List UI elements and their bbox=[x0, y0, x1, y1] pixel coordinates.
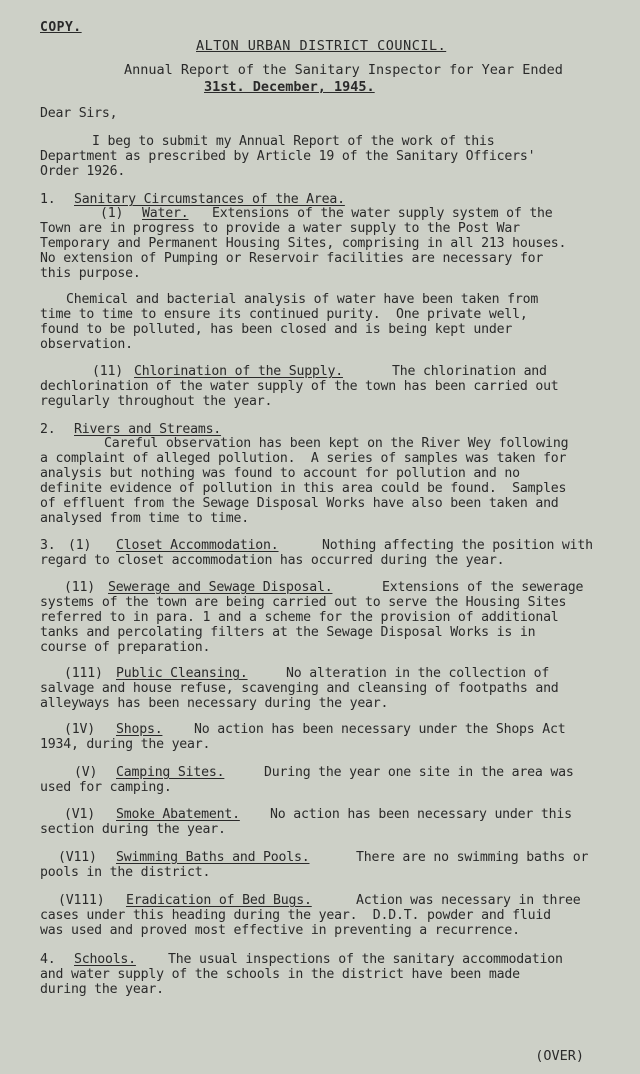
s3-ii-heading: Sewerage and Sewage Disposal. bbox=[108, 580, 333, 595]
s3-v-line: During the year one site in the area was bbox=[264, 765, 574, 780]
s1-i-line: Extensions of the water supply system of the bbox=[212, 206, 553, 221]
s2-line: of effluent from the Sewage Disposal Works have also been taken and bbox=[40, 496, 559, 511]
s1-ii-line: regularly throughout the year. bbox=[40, 394, 273, 409]
s4-line: The usual inspections of the sanitary accommodation bbox=[168, 952, 563, 967]
section-1-number: 1. bbox=[40, 192, 56, 207]
s2-line: analysed from time to time. bbox=[40, 511, 249, 526]
s3-iv-heading: Shops. bbox=[116, 722, 163, 737]
s3-viii-line: Action was necessary in three bbox=[356, 893, 581, 908]
s3-v-number: (V) bbox=[74, 765, 98, 780]
section-4-number: 4. bbox=[40, 952, 56, 967]
copy-label: COPY. bbox=[40, 20, 82, 35]
s3-viii-number: (V111) bbox=[58, 893, 105, 908]
s3-ii-line: systems of the town are being carried out to serve the Housing Sites bbox=[40, 595, 567, 610]
s3-ii-line: referred to in para. 1 and a scheme for the provision of additional bbox=[40, 610, 559, 625]
s3-vi-heading: Smoke Abatement. bbox=[116, 807, 240, 822]
s3-i-heading: Closet Accommodation. bbox=[116, 538, 279, 553]
s1-i-line: Town are in progress to provide a water supply to the Post War bbox=[40, 221, 520, 236]
s3-ii-line: course of preparation. bbox=[40, 640, 211, 655]
s3-iii-line: salvage and house refuse, scavenging and cleansing of footpaths and bbox=[40, 681, 559, 696]
s1-ii-line: dechlorination of the water supply of the town has been carried out bbox=[40, 379, 559, 394]
s4-line: during the year. bbox=[40, 982, 164, 997]
s1-chem-line: observation. bbox=[40, 337, 133, 352]
s1-i-line: this purpose. bbox=[40, 266, 141, 281]
s1-chem-line: time to time to ensure its continued purity. One private well, bbox=[40, 307, 528, 322]
s1-i-heading: Water. bbox=[142, 206, 189, 221]
s2-line: definite evidence of pollution in this area could be found. Samples bbox=[40, 481, 567, 496]
s2-line: analysis but nothing was found to account for pollution and no bbox=[40, 466, 520, 481]
s3-i-line: regard to closet accommodation has occurred during the year. bbox=[40, 553, 505, 568]
council-title: ALTON URBAN DISTRICT COUNCIL. bbox=[196, 38, 447, 54]
s3-iv-number: (1V) bbox=[64, 722, 95, 737]
s3-vii-line: pools in the district. bbox=[40, 865, 211, 880]
intro-line: Department as prescribed by Article 19 of the Sanitary Officers' bbox=[40, 149, 536, 164]
s3-vii-heading: Swimming Baths and Pools. bbox=[116, 850, 310, 865]
intro-line: Order 1926. bbox=[40, 164, 126, 179]
s3-iv-line: No action has been necessary under the Shops Act bbox=[194, 722, 566, 737]
s4-line: and water supply of the schools in the district have been made bbox=[40, 967, 520, 982]
s3-iii-heading: Public Cleansing. bbox=[116, 666, 248, 681]
salutation: Dear Sirs, bbox=[40, 106, 118, 121]
s3-viii-line: was used and proved most effective in preventing a recurrence. bbox=[40, 923, 520, 938]
s2-line: a complaint of alleged pollution. A series of samples was taken for bbox=[40, 451, 567, 466]
s3-i-number: (1) bbox=[68, 538, 92, 553]
s3-vii-number: (V11) bbox=[58, 850, 97, 865]
s3-iii-line: alleyways has been necessary during the year. bbox=[40, 696, 389, 711]
s3-viii-line: cases under this heading during the year. D.D.T. powder and fluid bbox=[40, 908, 551, 923]
section-4-heading: Schools. bbox=[74, 952, 136, 967]
report-title: Annual Report of the Sanitary Inspector for Year Ended bbox=[124, 62, 563, 78]
s3-vi-number: (V1) bbox=[64, 807, 95, 822]
s3-ii-line: Extensions of the sewerage bbox=[382, 580, 584, 595]
s1-i-line: No extension of Pumping or Reservoir facilities are necessary for bbox=[40, 251, 544, 266]
section-1-heading: Sanitary Circumstances of the Area. bbox=[74, 192, 345, 207]
intro-line: I beg to submit my Annual Report of the work of this bbox=[92, 134, 495, 149]
s1-chem-line: found to be polluted, has been closed and is being kept under bbox=[40, 322, 513, 337]
s3-v-heading: Camping Sites. bbox=[116, 765, 225, 780]
s1-ii-number: (11) bbox=[92, 364, 123, 379]
s3-vi-line: No action has been necessary under this bbox=[270, 807, 572, 822]
s3-vi-line: section during the year. bbox=[40, 822, 226, 837]
s3-viii-heading: Eradication of Bed Bugs. bbox=[126, 893, 312, 908]
section-2-number: 2. bbox=[40, 422, 56, 437]
s1-ii-line: The chlorination and bbox=[392, 364, 547, 379]
report-date: 31st. December, 1945. bbox=[204, 79, 375, 95]
over-label: (OVER) bbox=[535, 1048, 584, 1064]
s3-iii-number: (111) bbox=[64, 666, 103, 681]
s1-ii-heading: Chlorination of the Supply. bbox=[134, 364, 343, 379]
s3-vii-line: There are no swimming baths or bbox=[356, 850, 589, 865]
s1-chem-line: Chemical and bacterial analysis of water have been taken from bbox=[66, 292, 539, 307]
s3-iv-line: 1934, during the year. bbox=[40, 737, 211, 752]
s3-v-line: used for camping. bbox=[40, 780, 172, 795]
s3-ii-line: tanks and percolating filters at the Sewage Disposal Works is in bbox=[40, 625, 536, 640]
s1-i-line: Temporary and Permanent Housing Sites, comprising in all 213 houses. bbox=[40, 236, 567, 251]
s1-i-number: (1) bbox=[100, 206, 124, 221]
s3-ii-number: (11) bbox=[64, 580, 95, 595]
s3-i-line: Nothing affecting the position with bbox=[322, 538, 593, 553]
s3-iii-line: No alteration in the collection of bbox=[286, 666, 550, 681]
section-3-number: 3. bbox=[40, 538, 56, 553]
s2-line: Careful observation has been kept on the River Wey following bbox=[104, 436, 569, 451]
section-2-heading: Rivers and Streams. bbox=[74, 422, 222, 437]
